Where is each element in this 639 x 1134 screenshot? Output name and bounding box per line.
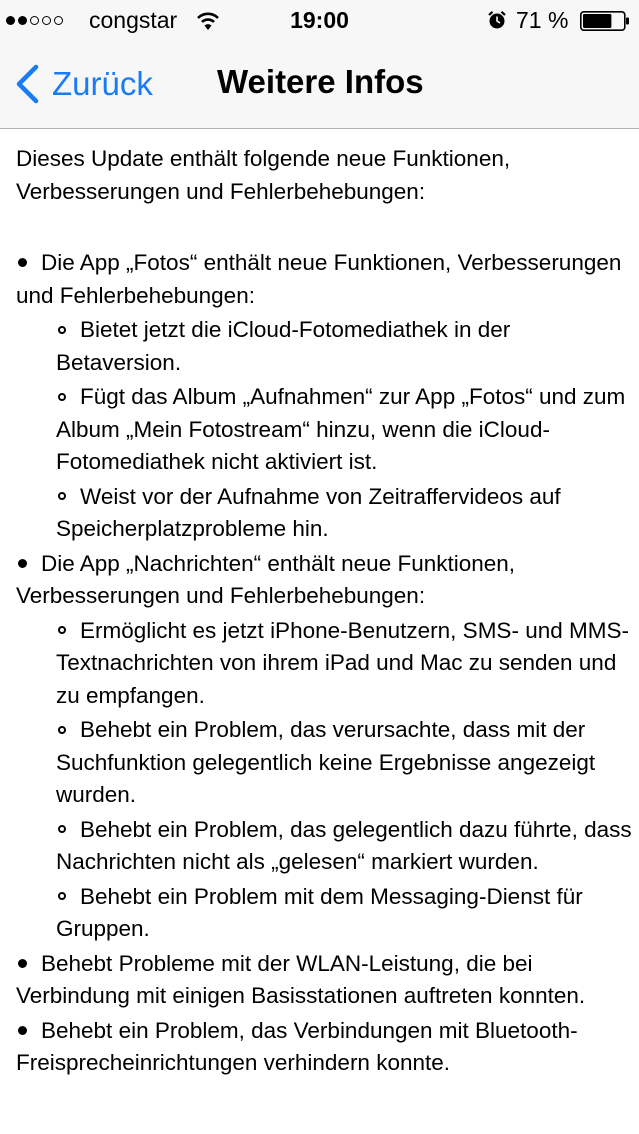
chevron-left-icon	[14, 64, 40, 104]
sub-list-item	[56, 615, 634, 713]
sub-list-item	[56, 714, 634, 812]
navigation-bar	[0, 40, 639, 129]
list-item-text: Die App „Fotos“ enthält neue Funktionen, Verbesserungen und Fehlerbehebungen:	[16, 250, 622, 308]
list-item-text: Behebt Probleme mit der WLAN-Leistung, die bei Verbindung mit einigen Basisstationen auftreten konnten.	[16, 950, 586, 1008]
bullet-icon	[18, 559, 27, 568]
page-title: Weitere Infos	[217, 63, 424, 100]
list-item	[16, 548, 634, 613]
sub-list-item-text: Ermöglicht es jetzt iPhone-Benutzern, SMS- und MMS-Textnachrichten von ihrem iPad und Mac zu senden und zu empfangen.	[56, 617, 629, 708]
release-notes	[16, 129, 634, 1080]
list-item	[16, 948, 634, 1013]
hollow-bullet-icon	[58, 492, 66, 500]
hollow-bullet-icon	[58, 626, 66, 634]
sub-list-item	[56, 381, 634, 479]
sub-list-item-text: Weist vor der Aufnahme von Zeitraffervideos auf Speicherplatzprobleme hin.	[56, 483, 561, 541]
intro-text: Dieses Update enthält folgende neue Funktionen, Verbesserungen und Fehlerbehebungen:	[16, 146, 511, 204]
back-button[interactable]	[14, 64, 153, 104]
sub-list-item	[56, 314, 634, 379]
sub-list-item-text: Fügt das Album „Aufnahmen“ zur App „Fotos“ und zum Album „Mein Fotostream“ hinzu, wenn die iCloud-Fotomediathek nicht aktiviert ist.	[56, 384, 626, 474]
sub-list-item	[56, 881, 634, 946]
hollow-bullet-icon	[58, 326, 66, 334]
hollow-bullet-icon	[58, 393, 66, 401]
bullet-icon	[18, 1026, 27, 1035]
list-item-text: Behebt ein Problem, das Verbindungen mit Bluetooth-Freisprecheinrichtungen verhindern konnte.	[16, 1017, 578, 1075]
sub-list-item-text: Behebt ein Problem mit dem Messaging-Dienst für Gruppen.	[56, 883, 583, 941]
sub-list-item-text: Bietet jetzt die iCloud-Fotomediathek in der Betaversion.	[56, 317, 511, 375]
alarm-clock-icon	[487, 10, 507, 30]
list-item	[16, 1015, 634, 1080]
battery-percentage: 71 %	[516, 7, 569, 33]
list-item	[16, 247, 634, 312]
back-button-label: Zurück	[52, 65, 153, 102]
bullet-icon	[18, 258, 27, 267]
sub-list-item	[56, 481, 634, 546]
sub-list-item	[56, 814, 634, 879]
hollow-bullet-icon	[58, 892, 66, 900]
sub-list-item-text: Behebt ein Problem, das gelegentlich dazu führte, dass Nachrichten nicht als „gelesen“ markiert wurden.	[56, 816, 632, 874]
bullet-icon	[18, 959, 27, 968]
list-item-text: Die App „Nachrichten“ enthält neue Funktionen, Verbesserungen und Fehlerbehebungen:	[16, 550, 516, 608]
battery-icon	[580, 11, 630, 31]
sub-list-item-text: Behebt ein Problem, das verursachte, dass mit der Suchfunktion gelegentlich keine Ergebnisse angezeigt wurden.	[56, 717, 596, 807]
hollow-bullet-icon	[58, 825, 66, 833]
hollow-bullet-icon	[58, 726, 66, 734]
status-bar	[0, 0, 639, 40]
status-time: 19:00	[290, 7, 349, 33]
carrier-name: congstar	[89, 7, 178, 33]
